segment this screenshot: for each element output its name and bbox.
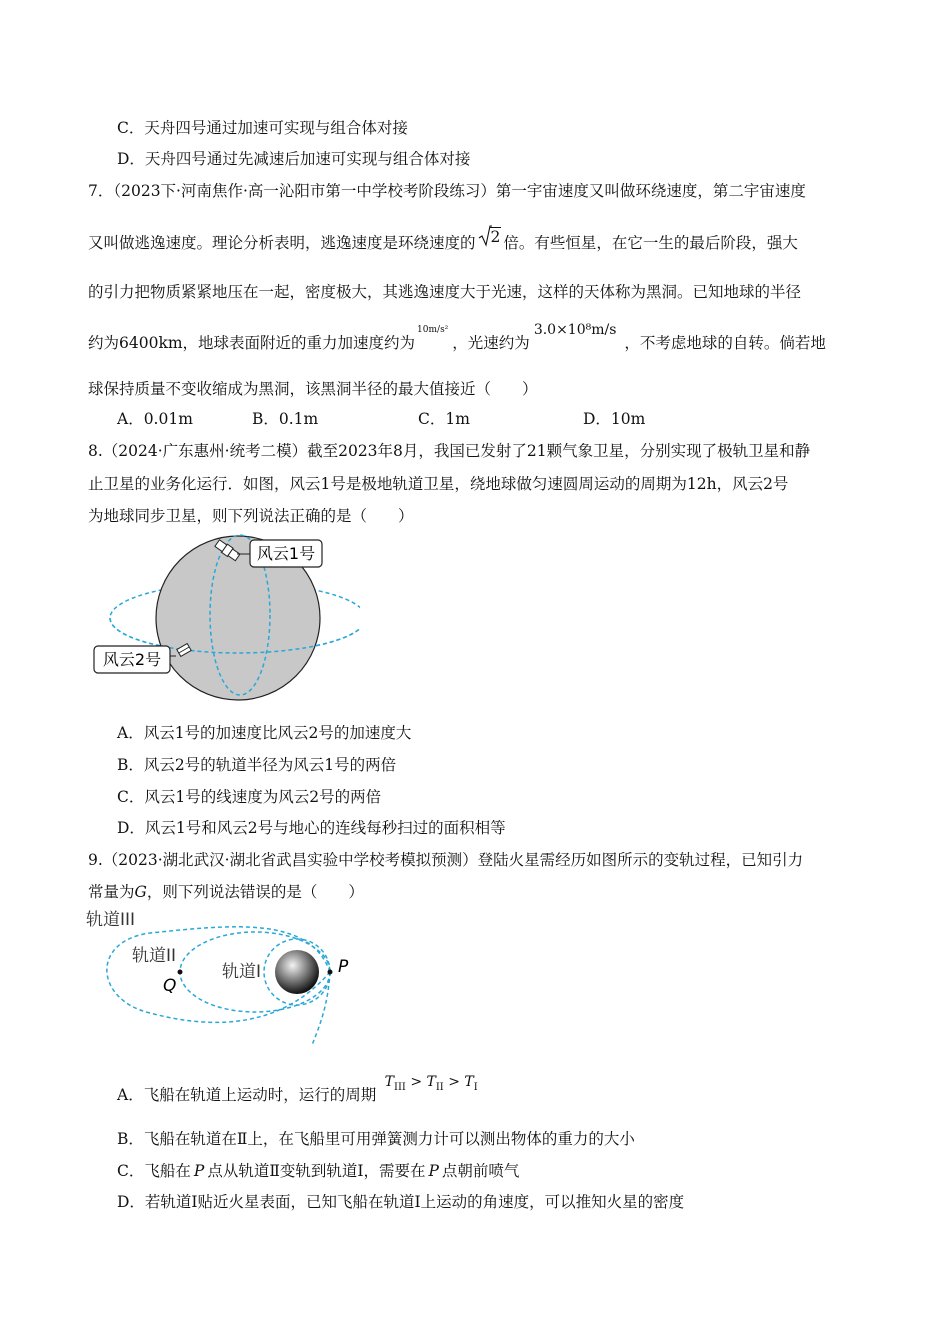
light-speed-value: 3.0×10⁸m/s	[533, 322, 617, 338]
mars-sphere	[275, 950, 319, 994]
q7-option-b: B．0.1m	[252, 410, 319, 428]
q7-option-d: D．10m	[583, 410, 646, 428]
fengyun-1-label: 风云1号	[256, 544, 316, 563]
orbit-2-label: 轨道II	[132, 946, 177, 966]
q9-stem-text: ，则下列说法错误的是（ ）	[146, 883, 364, 901]
period-subscript: II	[435, 1081, 444, 1093]
sqrt-expression	[478, 226, 502, 248]
q7-stem-text: ，光速约为	[452, 334, 530, 352]
q7-stem-line5: 球保持质量不变收缩成为黑洞，该黑洞半径的最大值接近（ ）	[88, 380, 538, 398]
q9-option-a-text: A．飞船在轨道上运动时，运行的周期	[117, 1086, 377, 1104]
q6-option-d: D．天舟四号通过先减速后加速可实现与组合体对接	[117, 150, 471, 168]
point-q-label: Q	[163, 976, 177, 996]
q8-option-a: A．风云1号的加速度比风云2号的加速度大	[117, 724, 412, 742]
q9-option-c-text: 点从轨道Ⅱ变轨到轨道Ⅰ，需要在	[207, 1162, 426, 1180]
q7-stem-text: 约为6400km，地球表面附近的重力加速度约为	[88, 334, 416, 352]
q8-stem-line3: 为地球同步卫星，则下列说法正确的是（ ）	[88, 507, 414, 525]
q9-option-b: B．飞船在轨道在Ⅱ上，在飞船里可用弹簧测力计可以测出物体的重力的大小	[117, 1130, 635, 1148]
q9-orbit-figure	[80, 905, 380, 1055]
q9-option-c-text: C．飞船在	[117, 1162, 191, 1180]
gravitational-constant: G	[134, 883, 147, 901]
point-p-symbol: P	[193, 1162, 205, 1180]
q7-stem-text: 倍。有些恒星，在它一生的最后阶段，强大	[503, 234, 798, 252]
q9-stem-line1: 9.（2023·湖北武汉·湖北省武昌实验中学校考模拟预测）登陆火星需经历如图所示的变轨过程，已知引力	[88, 851, 804, 869]
q7-stem-text: 又叫做逃逸速度。理论分析表明，逃逸速度是环绕速度的	[88, 234, 476, 252]
point-q-marker	[178, 970, 183, 975]
sqrt-sign-icon	[478, 225, 492, 247]
q8-stem-line2: 止卫星的业务化运行．如图，风云1号是极地轨道卫星，绕地球做匀速圆周运动的周期为12h，风云2号	[88, 475, 789, 493]
q8-satellite-figure	[80, 530, 360, 702]
q9-option-c-text: 点朝前喷气	[441, 1162, 520, 1180]
q7-stem-line4	[88, 322, 826, 357]
q7-option-a: A．0.01m	[117, 410, 193, 428]
q6-option-c: C．天舟四号通过加速可实现与组合体对接	[117, 119, 408, 137]
gravity-value: 10m/s²	[417, 325, 449, 335]
q7-stem-line3: 的引力把物质紧紧地压在一起，密度极大，其逃逸速度大于光速，这样的天体称为黑洞。已知地球的半径	[88, 283, 802, 301]
orbit-3-label: 轨道III	[86, 910, 136, 930]
fengyun-2-label: 风云2号	[102, 650, 162, 669]
point-p-symbol: P	[428, 1162, 439, 1180]
q9-option-d: D．若轨道Ⅰ贴近火星表面，已知飞船在轨道Ⅰ上运动的角速度，可以推知火星的密度	[117, 1193, 685, 1211]
q8-option-d: D．风云1号和风云2号与地心的连线每秒扫过的面积相等	[117, 819, 506, 837]
period-symbol: T	[384, 1074, 394, 1090]
q9-option-a	[117, 1074, 478, 1113]
period-inequality	[380, 1074, 478, 1093]
period-symbol: T	[426, 1074, 436, 1090]
period-subscript: III	[394, 1081, 406, 1093]
q9-stem-line2	[88, 881, 364, 903]
q7-stem-text: ，不考虑地球的自转。倘若地	[624, 334, 826, 352]
orbit-1-label: 轨道I	[222, 962, 262, 982]
q7-stem-line1: 7．（2023下·河南焦作·高一沁阳市第一中学校考阶段练习）第一宇宙速度又叫做环绕速度，第二宇宙速度	[88, 182, 806, 200]
q8-option-c: C．风云1号的线速度为风云2号的两倍	[117, 788, 382, 806]
q9-stem-text: 常量为	[88, 883, 135, 901]
period-subscript: I	[473, 1081, 478, 1093]
greater-than: >	[448, 1074, 460, 1090]
sqrt-radicand: 2	[490, 228, 501, 246]
q8-option-b: B．风云2号的轨道半径为风云1号的两倍	[117, 756, 397, 774]
greater-than: >	[410, 1074, 423, 1090]
q7-option-c: C．1m	[418, 410, 470, 428]
q9-option-c	[117, 1160, 519, 1182]
q7-stem-line2	[88, 228, 798, 254]
point-p-label: P	[338, 957, 349, 977]
point-p-marker	[328, 970, 333, 975]
period-symbol: T	[464, 1074, 474, 1090]
q8-stem-line1: 8.（2024·广东惠州·统考二模）截至2023年8月，我国已发射了21颗气象卫星，分别实现了极轨卫星和静	[88, 442, 811, 460]
